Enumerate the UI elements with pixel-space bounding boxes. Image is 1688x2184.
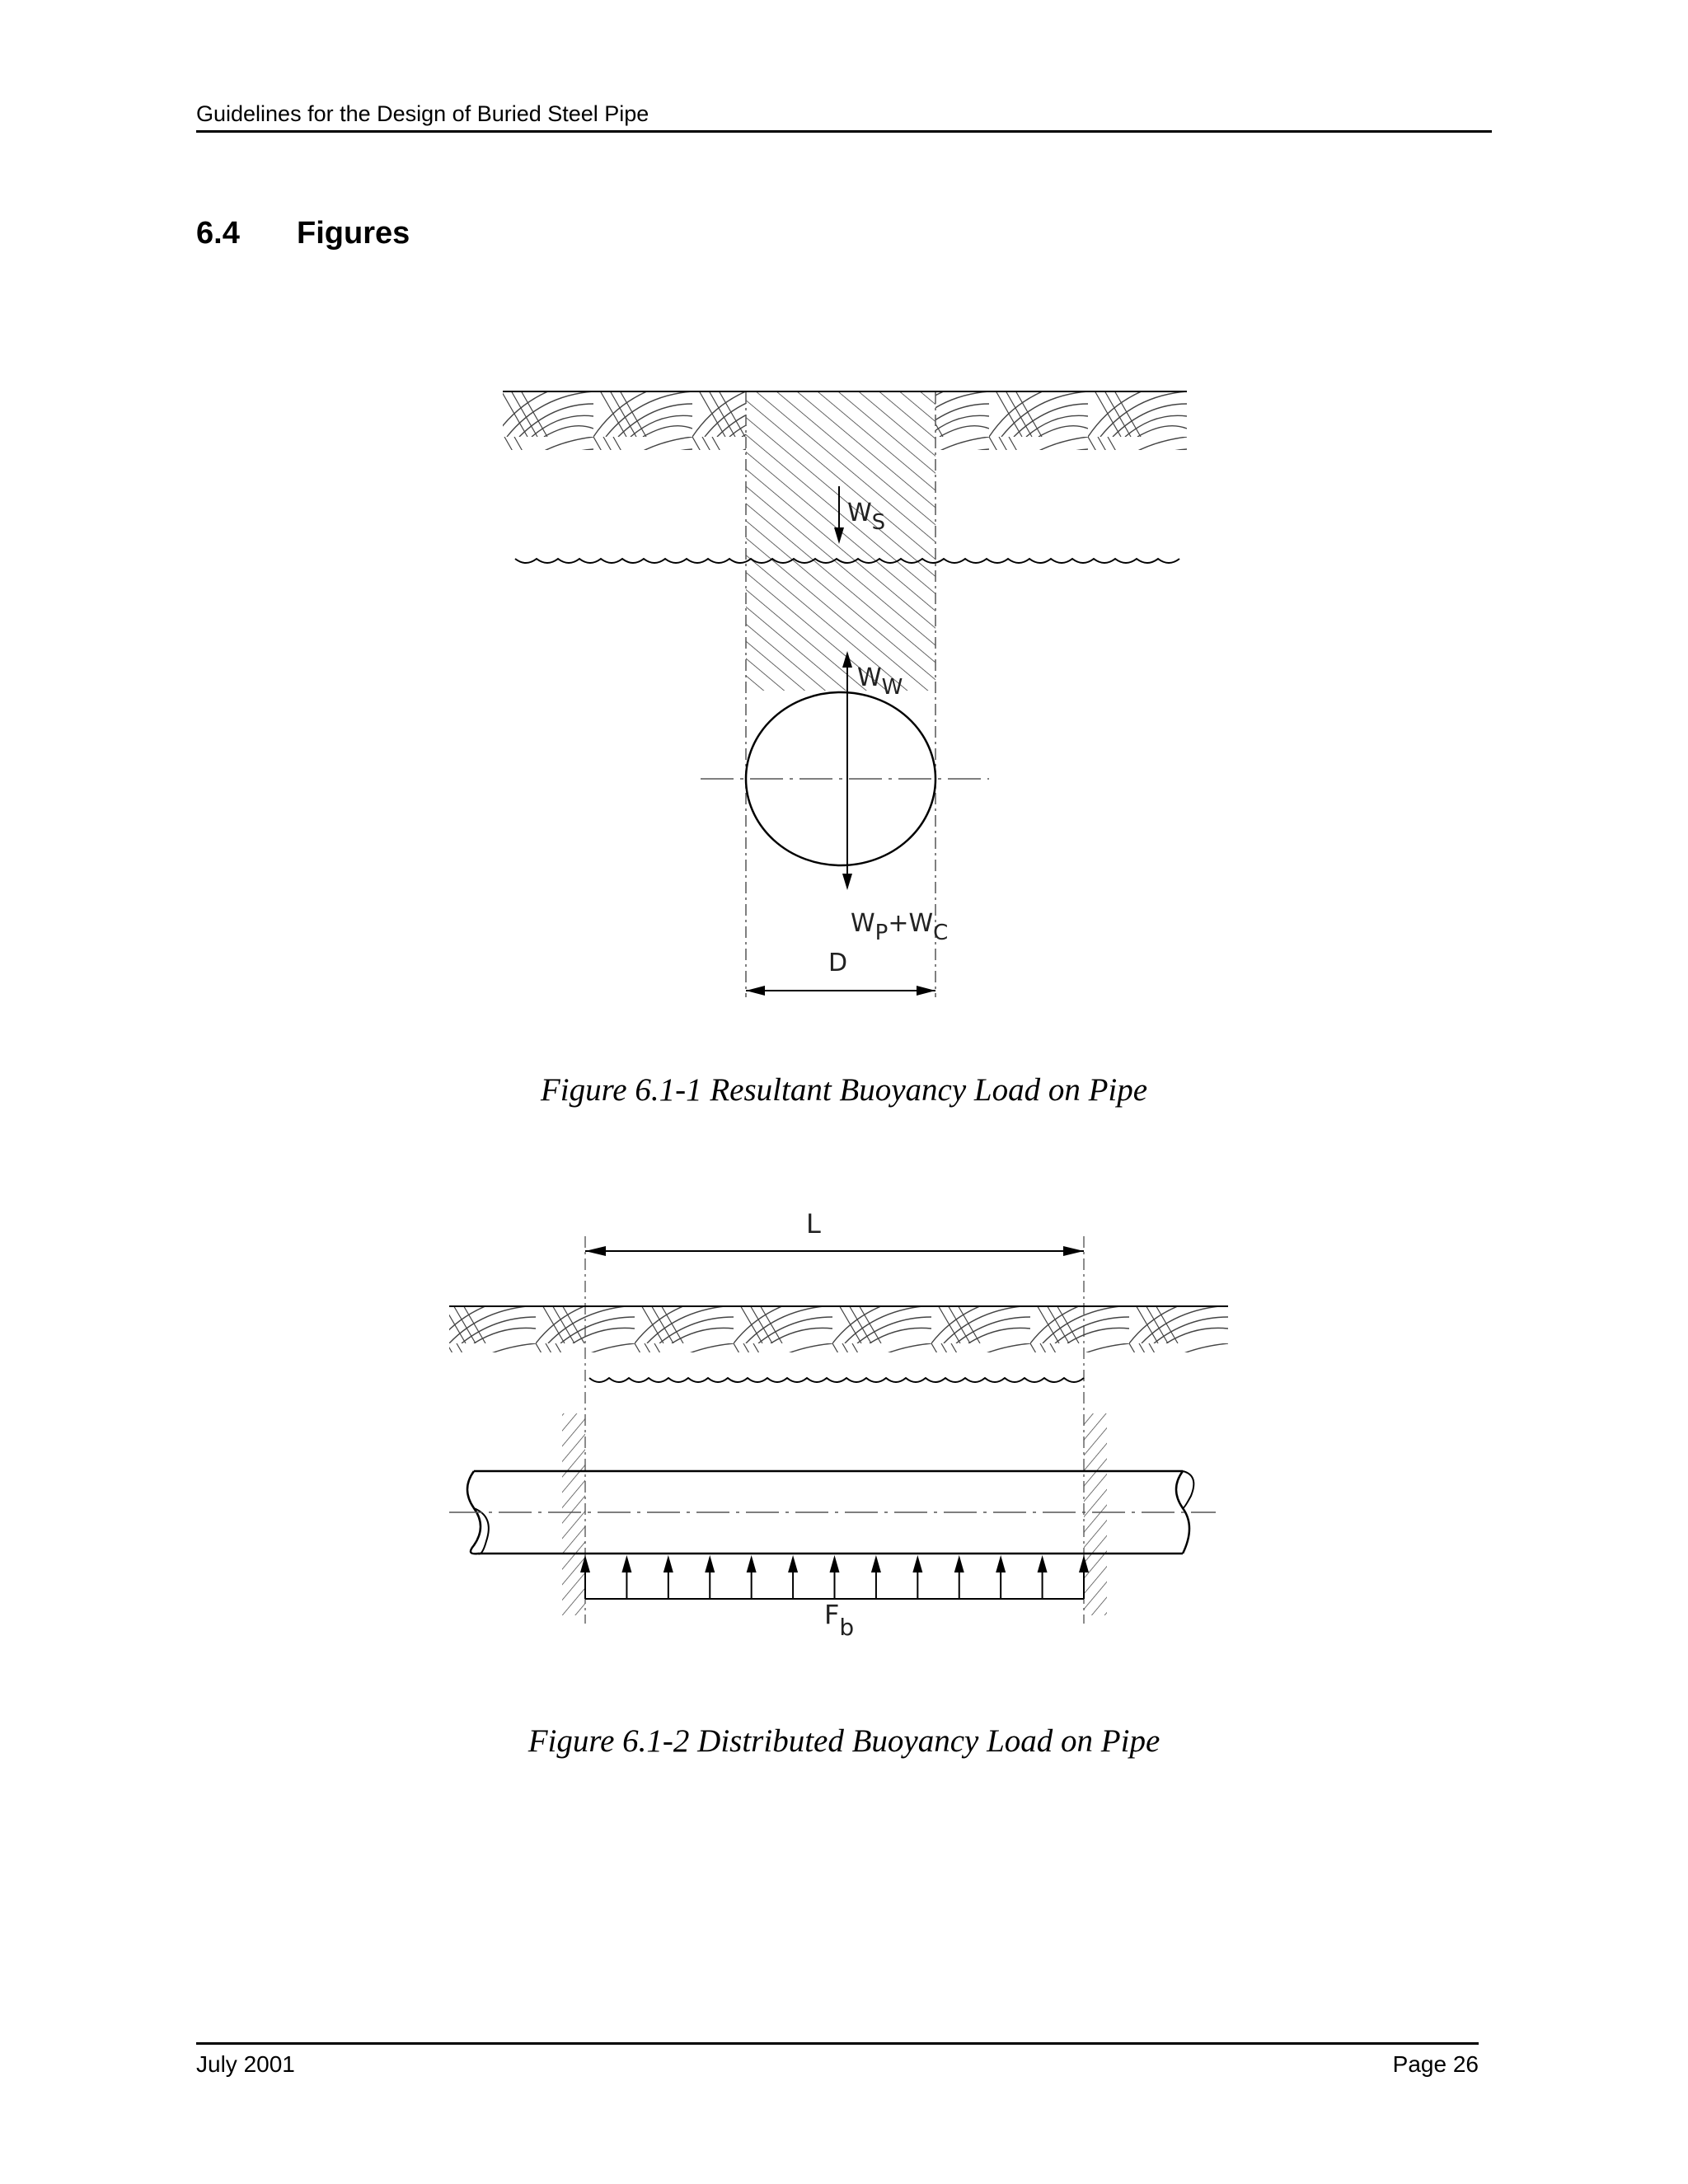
ws-label: W: [847, 499, 872, 527]
header-title: Guidelines for the Design of Buried Steel Pipe: [196, 101, 649, 126]
section-number: 6.4: [196, 216, 240, 251]
buoyancy-arrow-head: [954, 1555, 964, 1572]
section-heading: [196, 216, 410, 251]
buoyancy-arrow-head: [621, 1555, 631, 1572]
figure-2-diagram: [437, 1195, 1228, 1640]
wall-hatch-right: [1084, 1413, 1107, 1615]
wall-hatch-left: [562, 1413, 585, 1615]
figure-1-caption: Figure 6.1-1 Resultant Buoyancy Load on Pipe: [540, 1072, 1148, 1108]
buoyancy-arrow-head: [1038, 1555, 1048, 1572]
buoyancy-arrow-head: [830, 1555, 840, 1572]
buoyancy-arrow-head: [871, 1555, 881, 1572]
buoyancy-arrow-head: [788, 1555, 798, 1572]
page-footer: [196, 2042, 1479, 2077]
soil-hatch-right: [935, 392, 1187, 450]
d-label: D: [828, 949, 848, 977]
buoyancy-arrows: [580, 1555, 1089, 1599]
buoyancy-arrow-head: [996, 1555, 1006, 1572]
svg-text:WP+WC: WP+WC: [851, 909, 949, 945]
svg-text:WW: WW: [857, 663, 903, 700]
buoyancy-arrow-head: [663, 1555, 673, 1572]
footer-date: July 2001: [196, 2051, 295, 2077]
svg-text:WS: WS: [847, 499, 886, 535]
wp-arrow: [842, 874, 852, 890]
figure-1-diagram: [495, 379, 1187, 1005]
water-table-line-2: [589, 1378, 1084, 1382]
l-label: L: [806, 1208, 821, 1240]
buoyancy-arrow-head: [705, 1555, 715, 1572]
buoyancy-arrow-head: [912, 1555, 922, 1572]
footer-page-number: Page 26: [1392, 2051, 1479, 2077]
page-header: [196, 99, 1492, 133]
wp-label: W: [851, 909, 875, 938]
soil-hatch-2: [449, 1307, 1228, 1352]
wc-label: W: [908, 909, 934, 938]
ww-label: W: [857, 663, 882, 692]
svg-text:Fb: Fb: [824, 1599, 855, 1640]
soil-hatch-left: [503, 392, 746, 450]
trench-backfill-hatch: [746, 392, 935, 691]
buoyancy-arrow-head: [747, 1555, 757, 1572]
fb-label: F: [824, 1599, 840, 1630]
figure-2-caption: Figure 6.1-2 Distributed Buoyancy Load on Pipe: [528, 1723, 1160, 1759]
section-title: Figures: [297, 216, 410, 251]
